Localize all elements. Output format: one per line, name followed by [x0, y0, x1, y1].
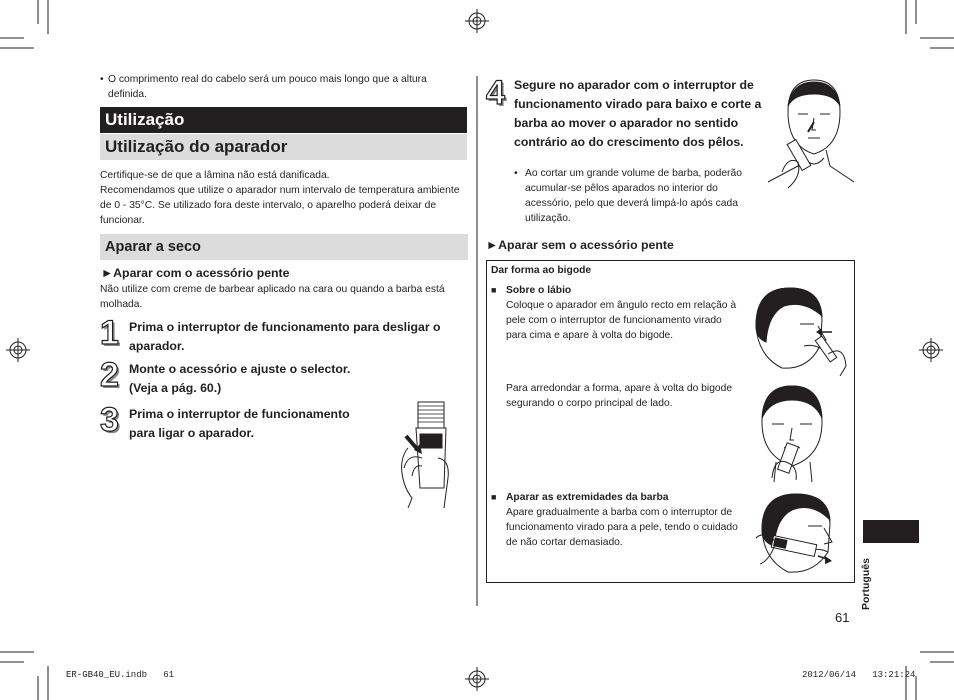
moustache-lip-illustration [748, 286, 852, 376]
section-title: Utilização [100, 107, 467, 133]
intro-text: Certifique-se de que a lâmina não está danificada. Recomendamos que utilize o aparador num intervalo de temperatura ambiente de 0 - 35°C. Se utilizado fora deste intervalo, o aparelho poderá deixar de funcionar. [100, 170, 460, 226]
language-tab [863, 520, 919, 543]
beard-ends-illustration [752, 490, 836, 576]
step-number: 2 [100, 356, 119, 394]
subsection-title: Utilização do aparador [100, 134, 467, 160]
step-text: Monte o acessório e ajuste o selector. (Veja a pág. 60.) [129, 362, 351, 395]
moustache-round-illustration [750, 382, 840, 482]
lip-title: Sobre o lábio [506, 285, 572, 296]
footer-file: ER-GB40_EU.indb 61 [66, 670, 175, 680]
square-bullet: ■ [491, 492, 497, 502]
step-number: 1 [100, 314, 119, 352]
step-text: Segure no aparador com o interruptor de funcionamento virado para baixo e corte a barba ao mover o aparador no sentido contrário ao do crescimento dos pêlos. [514, 78, 762, 149]
ends-text: Apare gradualmente a barba com o interruptor de funcionamento virado para a pele, tendo o cuidado de não cortar demasiado. [506, 507, 738, 548]
trimmer-hand-illustration [378, 398, 468, 508]
face-trimming-illustration [768, 76, 854, 194]
step-text: Prima o interruptor de funcionamento para desligar o aparador. [129, 320, 441, 353]
square-bullet: ■ [491, 285, 497, 295]
step-number: 3 [100, 401, 119, 439]
step-number: 4 [486, 74, 505, 112]
round-text: Para arredondar a forma, apare à volta do bigode segurando o corpo principal de lado. [506, 383, 733, 409]
lip-text: Coloque o aparador em ângulo recto em relação à pele com o interruptor de funcionamento virado para cima e apare à volta do bigode. [506, 300, 737, 341]
step-text: Prima o interruptor de funcionamento para ligar o aparador. [129, 407, 350, 440]
step4-note: • Ao cortar um grande volume de barba, poderão acumular-se pêlos aparados no interior do acessório, pelo que deverá limpá-lo após cada utilização. [514, 168, 742, 224]
ends-title: Aparar as extremidades da barba [506, 492, 669, 503]
page-number: 61 [835, 610, 850, 625]
intro-bullet: • O comprimento real do cabelo será um pouco mais longo que a altura definida. [100, 74, 427, 100]
box-title: Dar forma ao bigode [491, 265, 592, 276]
dry-title: Aparar a seco [100, 234, 468, 260]
with-comb-note: Não utilize com creme de barbear aplicado na cara ou quando a barba está molhada. [100, 284, 445, 310]
footer-datetime: 2012/06/14 13:21:24 [802, 670, 916, 680]
without-comb-title: ►Aparar sem o acessório pente [486, 238, 674, 252]
with-comb-title: ►Aparar com o acessório pente [101, 266, 290, 280]
language-label: Português [860, 558, 872, 610]
